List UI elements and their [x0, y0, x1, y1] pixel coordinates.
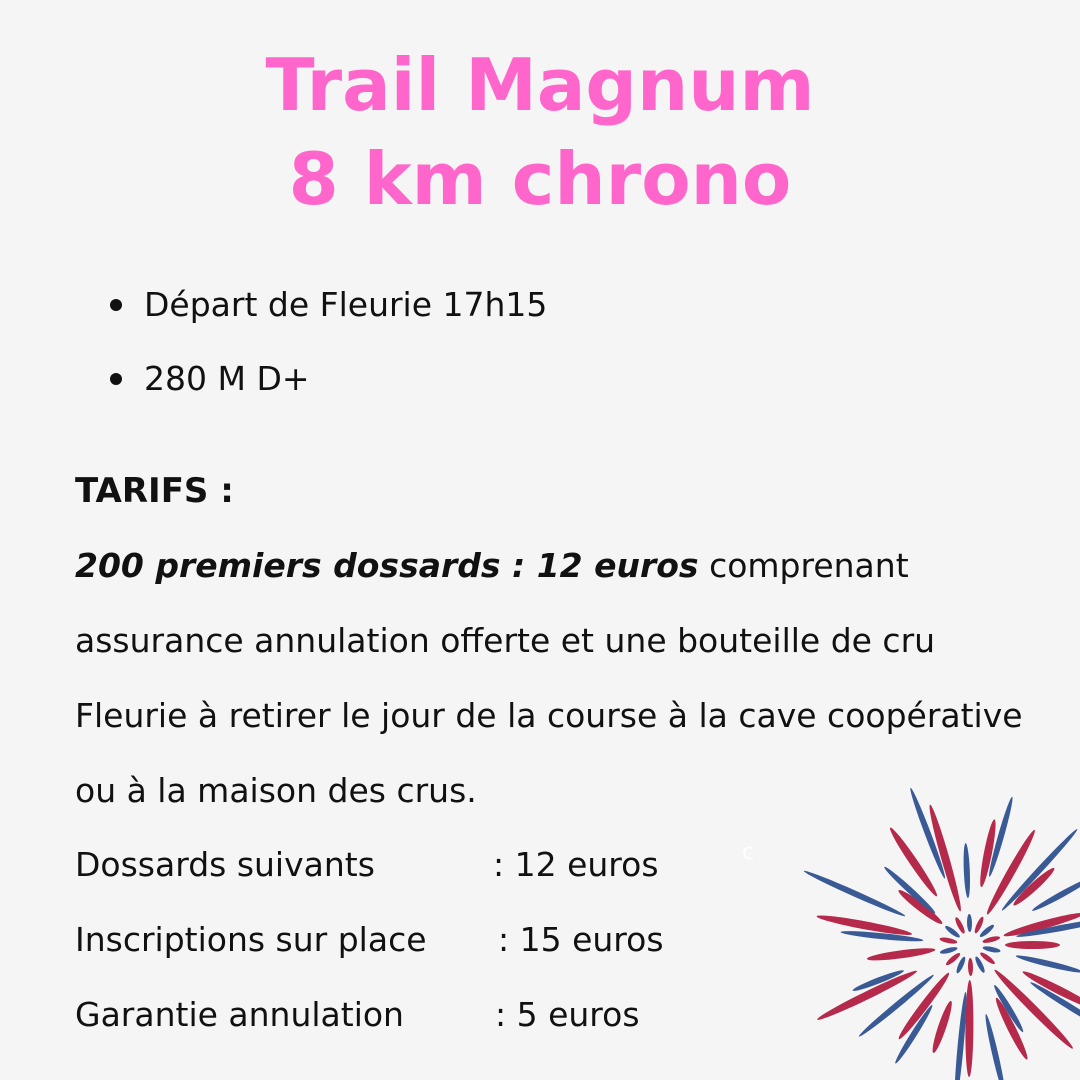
firework-ray: [926, 804, 964, 913]
title-line-2: 8 km chrono: [288, 137, 792, 221]
price-label: Garantie annulation: [75, 995, 404, 1034]
firework-decoration: [740, 750, 1080, 1080]
firework-ray: [896, 887, 945, 927]
firework-ray: [815, 967, 918, 1023]
list-item-departure: Départ de Fleurie 17h15: [110, 268, 547, 342]
firework-spark: [982, 945, 1001, 953]
firework-spark: [967, 914, 972, 932]
page-title: [0, 38, 1080, 226]
price-value: : 15 euros: [498, 920, 664, 959]
firework-ray: [1005, 941, 1060, 949]
firework-rays: [803, 787, 1080, 1080]
price-row-inscriptions: [75, 915, 664, 965]
firework-ray: [930, 1000, 955, 1055]
firework-spark: [968, 958, 973, 976]
price-value: : 12 euros: [493, 845, 659, 884]
price-row-garantie: [75, 990, 640, 1040]
firework-ray: [983, 1013, 1008, 1080]
stray-character: c: [742, 840, 755, 865]
price-value: : 5 euros: [495, 995, 640, 1034]
firework-spark: [939, 936, 958, 944]
firework-ray: [866, 946, 935, 963]
price-label: Inscriptions sur place: [75, 920, 427, 959]
firework-ray: [963, 843, 971, 898]
tarifs-highlight: 200 premiers dossards : 12 euros: [75, 546, 699, 585]
firework-ray: [893, 1004, 935, 1066]
firework-spark: [939, 946, 958, 955]
firework-ray: [965, 980, 974, 1077]
price-row-dossards-suivants: [75, 840, 659, 890]
title-line-1: Trail Magnum: [265, 43, 815, 127]
price-label: Dossards suivants: [75, 845, 375, 884]
info-list: [110, 268, 547, 416]
firework-ray: [803, 868, 907, 919]
tarifs-description-text: comprenant assurance annulation offerte et une bouteille de cru Fleurie à retirer le jour de la course à la cave coopérative ou à la maison des crus.: [75, 546, 1023, 810]
firework-ray: [887, 825, 940, 898]
list-item-elevation: 280 M D+: [110, 342, 547, 416]
firework-spark: [982, 935, 1001, 944]
tarifs-heading: TARIFS :: [75, 471, 234, 511]
